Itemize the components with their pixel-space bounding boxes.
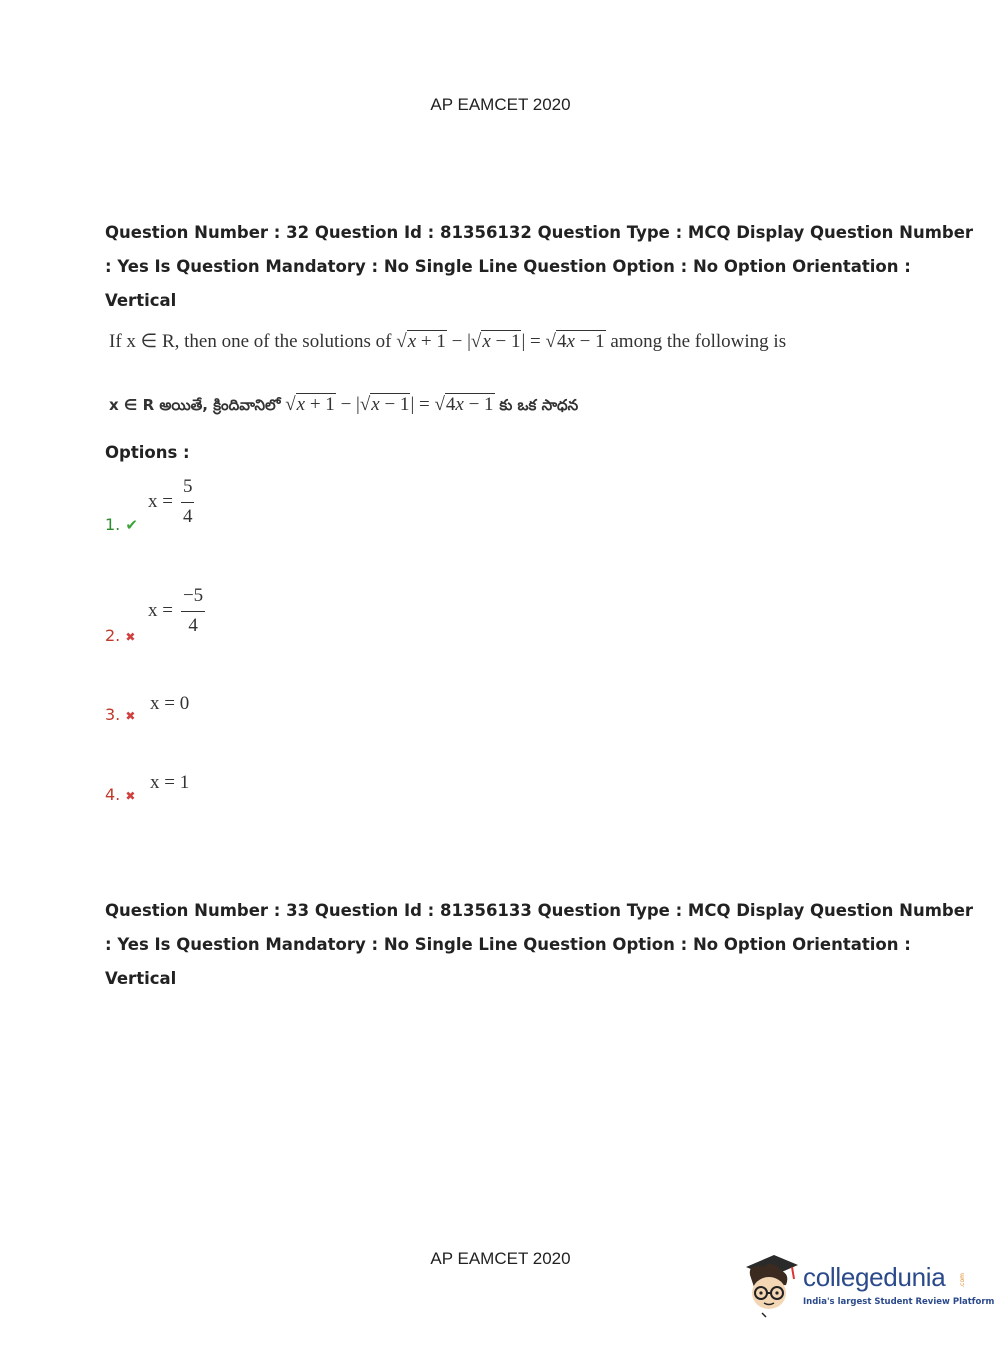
question-32-meta xyxy=(105,216,974,318)
denominator: 4 xyxy=(188,614,198,636)
meta-line: Question Number : 33 Question Id : 81356133 Question Type : MCQ Display Question Number xyxy=(105,901,974,920)
option-2-number: 2. ✖ xyxy=(105,626,136,645)
question-prefix: If x ∈ R, then one of the solutions of xyxy=(109,331,392,352)
options-label: Options : xyxy=(105,443,190,462)
equation: √x + 1 − |√x − 1| = √4x − 1 xyxy=(396,331,605,352)
option-1-expression: x = $\frac{5}{4}$ xyxy=(148,476,193,527)
telugu-prefix: x ∈ R అయితే, క్రిందివానిలో xyxy=(109,396,281,414)
option-2-expression: x = $\frac{-5}{4}$ xyxy=(148,585,204,636)
denominator: 4 xyxy=(182,505,193,527)
cross-icon: ✖ xyxy=(125,630,136,644)
check-icon: ✔ xyxy=(125,516,138,534)
meta-line: Vertical xyxy=(105,969,177,988)
meta-line: : Yes Is Question Mandatory : No Single Line Question Option : No Option Orientation : xyxy=(105,935,911,954)
option-3-number: 3. ✖ xyxy=(105,705,136,724)
page-header: AP EAMCET 2020 xyxy=(430,95,571,114)
meta-line: Vertical xyxy=(105,291,177,310)
meta-line: Question Number : 32 Question Id : 81356132 Question Type : MCQ Display Question Number xyxy=(105,223,974,242)
meta-line: : Yes Is Question Mandatory : No Single Line Question Option : No Option Orientation : xyxy=(105,257,911,276)
option-4-expression: x = 1 xyxy=(150,772,190,793)
option-3-expression: x = 0 xyxy=(150,693,190,714)
brand-tagline: India's largest Student Review Platform xyxy=(803,1297,995,1307)
option-1-number: 1. ✔ xyxy=(105,515,138,534)
question-suffix: among the following is xyxy=(610,331,787,352)
brand-name: collegedunia xyxy=(803,1262,946,1292)
telugu-suffix: కు ఒక సాధన xyxy=(499,396,579,414)
option-4-number: 4. ✖ xyxy=(105,785,136,804)
equation: √x + 1 − |√x − 1| = √4x − 1 xyxy=(285,394,494,415)
collegedunia-mascot-icon xyxy=(742,1249,802,1319)
numerator: 5 xyxy=(181,477,195,503)
brand-dotcom: .com xyxy=(959,1273,966,1288)
cross-icon: ✖ xyxy=(125,709,136,723)
question-33-meta xyxy=(105,894,974,996)
cross-icon: ✖ xyxy=(125,789,136,803)
question-text-telugu xyxy=(109,394,578,418)
numerator: −5 xyxy=(181,586,205,612)
question-text-english xyxy=(109,330,786,353)
page-footer: AP EAMCET 2020 xyxy=(430,1249,571,1268)
